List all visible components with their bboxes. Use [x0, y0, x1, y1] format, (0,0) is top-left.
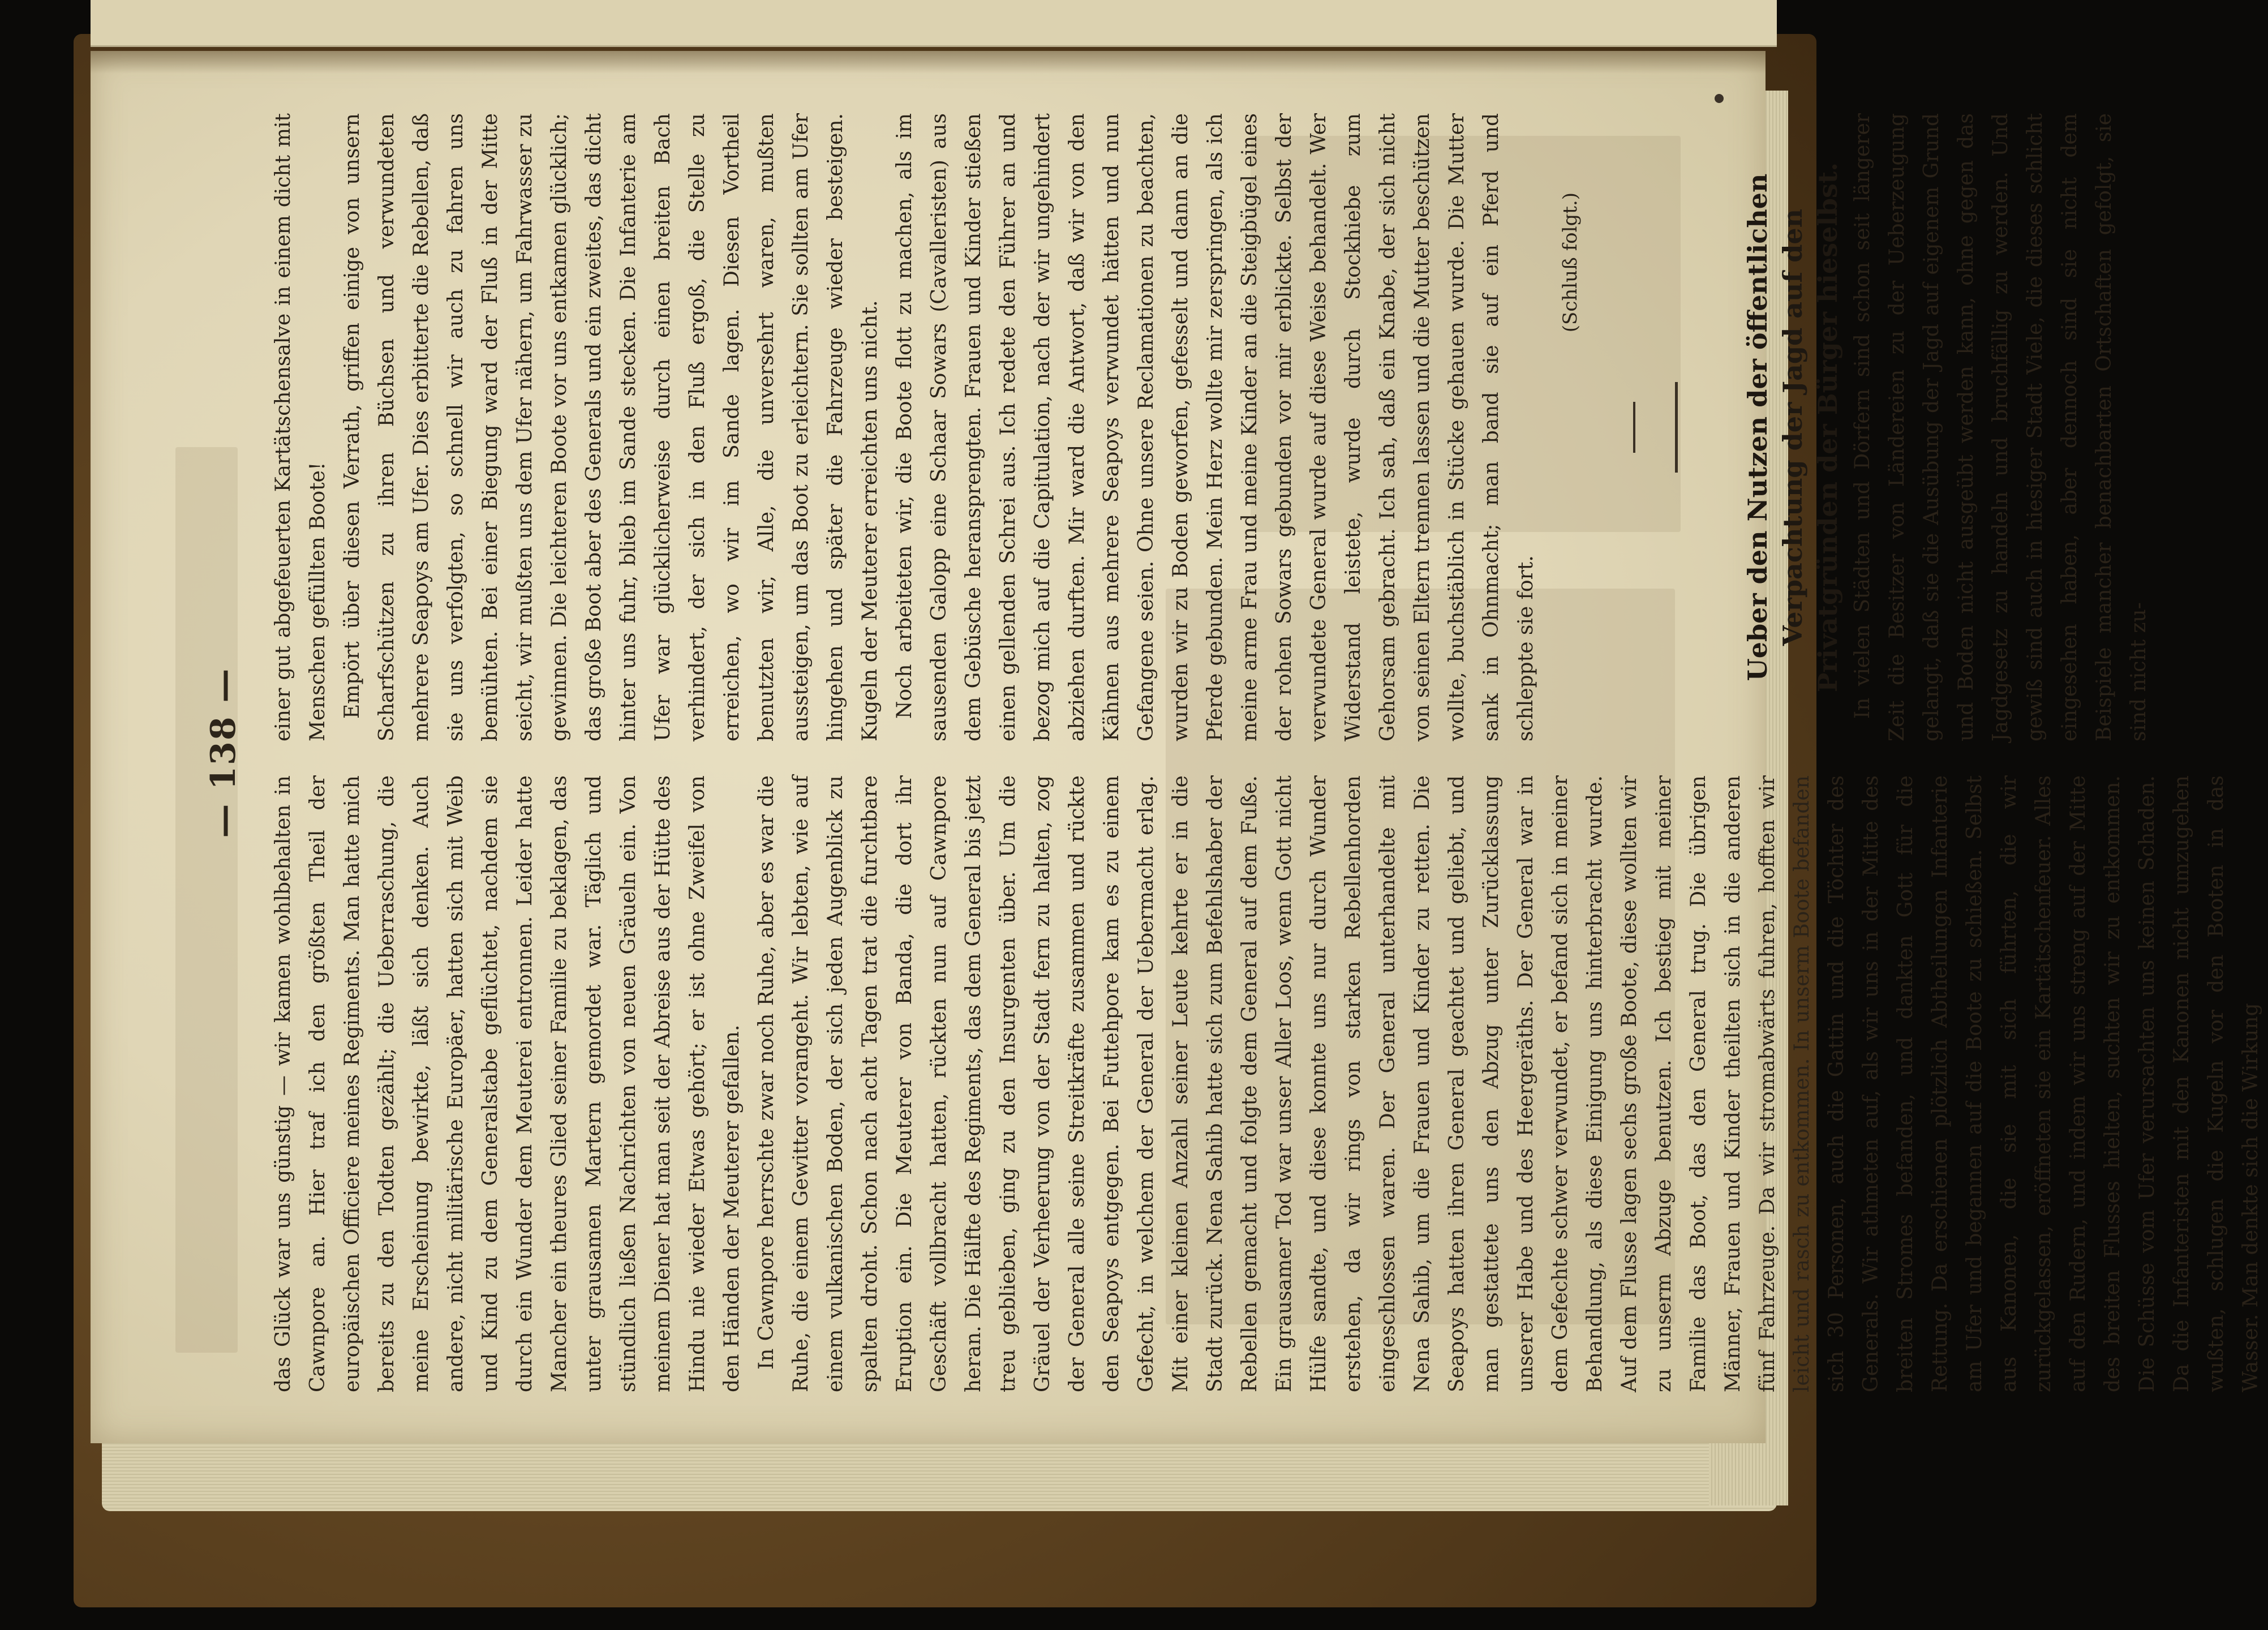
continuation-note: (Schluß folgt.) [1559, 192, 1582, 333]
corner-mark [1715, 94, 1724, 103]
article-title: Ueber den Nutzen der öffentlichen Verpachtung der Jagd auf den Privatgründen der Bürger hieselbst. [1742, 162, 1843, 693]
paragraph: Noch arbeiteten wir, die Boote flott zu machen, als im sausenden Galopp eine Schaar Sowars (Cavalleristen) aus dem Gebüsche heransprengten. Frauen und Kinder stießen einen gellenden Schrei aus. Ich redete den Führer an und bezog mich auf die Capitulation, nach der wir ungehindert abziehen durften. Mir ward die Antwort, daß wir von den Kähnen aus mehrere Seapoys verwundet hätten und nun Gefangene seien. Ohne unsere Reclamationen zu beachten, wurden wir zu Boden geworfen, gefesselt und dann an die Pferde gebunden. Mein Herz wollte mir zerspringen, als ich meine arme Frau und meine Kinder an die Steigbügel eines der rohen Sowars gebunden vor mir erblickte. Selbst der verwundete General wurde auf diese Weise behandelt. Wer Widerstand leistete, wurde durch Stockhiebe zum Gehorsam gebracht. Ich sah, daß ein Knabe, der sich nicht von seinen Eltern trennen lassen und die Mutter beschützen wollte, buchstäblich in Stücke gehauen wurde. Die Mutter sank in Ohnmacht; man band sie auf ein Pferd und schleppte sie fort. [893, 113, 1537, 741]
page-block-edges [102, 1438, 1777, 1511]
paragraph: einer gut abgefeuerten Kartätschensalve in einem dicht mit Menschen gefüllten Boote! [272, 113, 329, 741]
divider [1633, 402, 1635, 453]
rotated-page-content [204, 113, 2262, 1392]
paragraph: Empört über diesen Verrath, griffen einige von unsern Scharfschützen zu ihren Büchsen und verwundeten mehrere Seapoys am Ufer. Dies erbitterte die Rebellen, daß sie uns verfolgten, so schnell wir auch zu fahren uns bemühten. Bei einer Biegung ward der Fluß in der Mitte seicht, wir mußten uns dem Ufer nähern, um Fahrwasser zu gewinnen. Die leichteren Boote vor uns entkamen glücklich; das große Boot aber des Generals und ein zweites, das dicht hinter uns fuhr, blieb im Sande stecken. Die Infanterie am Ufer war glücklicherweise durch einen breiten Bach verhindert, der sich in den Fluß ergoß, die Stelle zu erreichen, wo wir im Sande lagen. Diesen Vortheil benutzten wir, Alle, die unversehrt waren, mußten aussteigen, um das Boot zu erleichtern. Sie sollten am Ufer hingehen und später die Fahrzeuge wieder besteigen. Kugeln der Meuterer erreichten uns nicht. [341, 113, 882, 741]
previous-page-edge [91, 0, 1777, 47]
page-gutter-shadow [91, 51, 1766, 74]
right-column [266, 113, 2156, 741]
left-column [266, 775, 2268, 1392]
divider [1675, 382, 1678, 473]
article-body: In vielen Städten und Dörfern sind schon seit längerer Zeit die Besitzer von Ländereien zu der Ueberzeugung gelangt, daß sie die Ausübung der Jagd auf eigenem Grund und Boden nicht ausgeübt werden kann, ohne gegen das Jagdgesetz zu handeln und bruchfällig zu werden. Und gewiß sind auch in hiesiger Stadt Viele, die dieses schlicht eingesehen haben, aber dennoch sind sie nicht dem Beispiele mancher benachbarten Ortschaften gefolgt, sie sind nicht zu- [1851, 113, 2150, 741]
paragraph: In Cawnpore herrschte zwar noch Ruhe, aber es war die Ruhe, die einem Gewitter vorangeht. Wir lebten, wie auf einem vulkanischen Boden, der sich jeden Augenblick zu spalten droht. Schon nach acht Tagen trat die furchtbare Eruption ein. Die Meuterer von Banda, die dort ihr Geschäft vollbracht hatten, rückten nun auf Cawnpore heran. Die Hälfte des Regiments, das dem General bis jetzt treu geblieben, ging zu den Insurgenten über. Um die Gräuel der Verheerung von der Stadt fern zu halten, zog der General alle seine Streitkräfte zusammen und rückte den Seapoys entgegen. Bei Futtehpore kam es zu einem Gefecht, in welchem der General der Uebermacht erlag. Mit einer kleinen Anzahl seiner Leute kehrte er in die Stadt zurück. Nena Sahib hatte sich zum Befehlshaber der Rebellen gemacht und folgte dem General auf dem Fuße. Ein grausamer Tod war unser Aller Loos, wenn Gott nicht Hülfe sandte, und diese konnte uns nur durch Wunder erstehen, da wir rings von starken Rebellenhorden eingeschlossen waren. Der General unterhandelte mit Nena Sahib, um die Frauen und Kinder zu retten. Die Seapoys hatten ihren General geachtet und geliebt, und man gestattete uns den Abzug unter Zurücklassung unserer Habe und des Heergeräths. Der General war in dem Gefechte schwer verwundet, er befand sich in meiner Behandlung, als diese Einigung uns hinterbracht wurde. Auf dem Flusse lagen sechs große Boote, diese wollten wir zu unserm Abzuge benutzen. Ich bestieg mit meiner Familie das Boot, das den General trug. Die übrigen Männer, Frauen und Kinder theilten sich in die anderen fünf Fahrzeuge. Da wir stromabwärts fuhren, hofften wir leicht und rasch zu entkommen. In unserm Boote befanden sich 30 Personen, auch die Gattin und die Töchter des Generals. Wir athmeten auf, als wir uns in der Mitte des breiten Stromes befanden, und dankten Gott für die Rettung. Da erschienen plötzlich Abtheilungen Infanterie am Ufer und begannen auf die Boote zu schießen. Selbst aus Kanonen, die sie mit sich führten, die wir zurückgelassen, eröffneten sie ein Kartätschenfeuer. Alles auf den Rudern, und indem wir uns streng auf der Mitte des breiten Flusses hielten, suchten wir zu entkommen. Die Schüsse vom Ufer verursachten uns keinen Schaden. Da die Infanteristen mit den Kanonen nicht umzugehen wußten, schlugen die Kugeln vor den Booten in das Wasser. Man denkte sich die Wirkung [755, 775, 2262, 1392]
page-number: — 138 — [204, 667, 243, 838]
paragraph: das Glück war uns günstig — wir kamen wohlbehalten in Cawnpore an. Hier traf ich den größten Theil der europäischen Officiere meines Regiments. Man hatte mich bereits zu den Todten gezählt; die Ueberraschung, die meine Erscheinung bewirkte, läßt sich denken. Auch andere, nicht militärische Europäer, hatten sich mit Weib und Kind zu dem Generalstabe geflüchtet, nachdem sie durch ein Wunder dem Meuterei entronnen. Leider hatte Mancher ein theures Glied seiner Familie zu beklagen, das unter grausamen Martern gemordet war. Täglich und stündlich ließen Nachrichten von neuen Gräueln ein. Von meinem Diener hat man seit der Abreise aus der Hütte des Hindu nie wieder Etwas gehört; er ist ohne Zweifel von den Händen der Meuterer gefallen. [272, 775, 744, 1392]
